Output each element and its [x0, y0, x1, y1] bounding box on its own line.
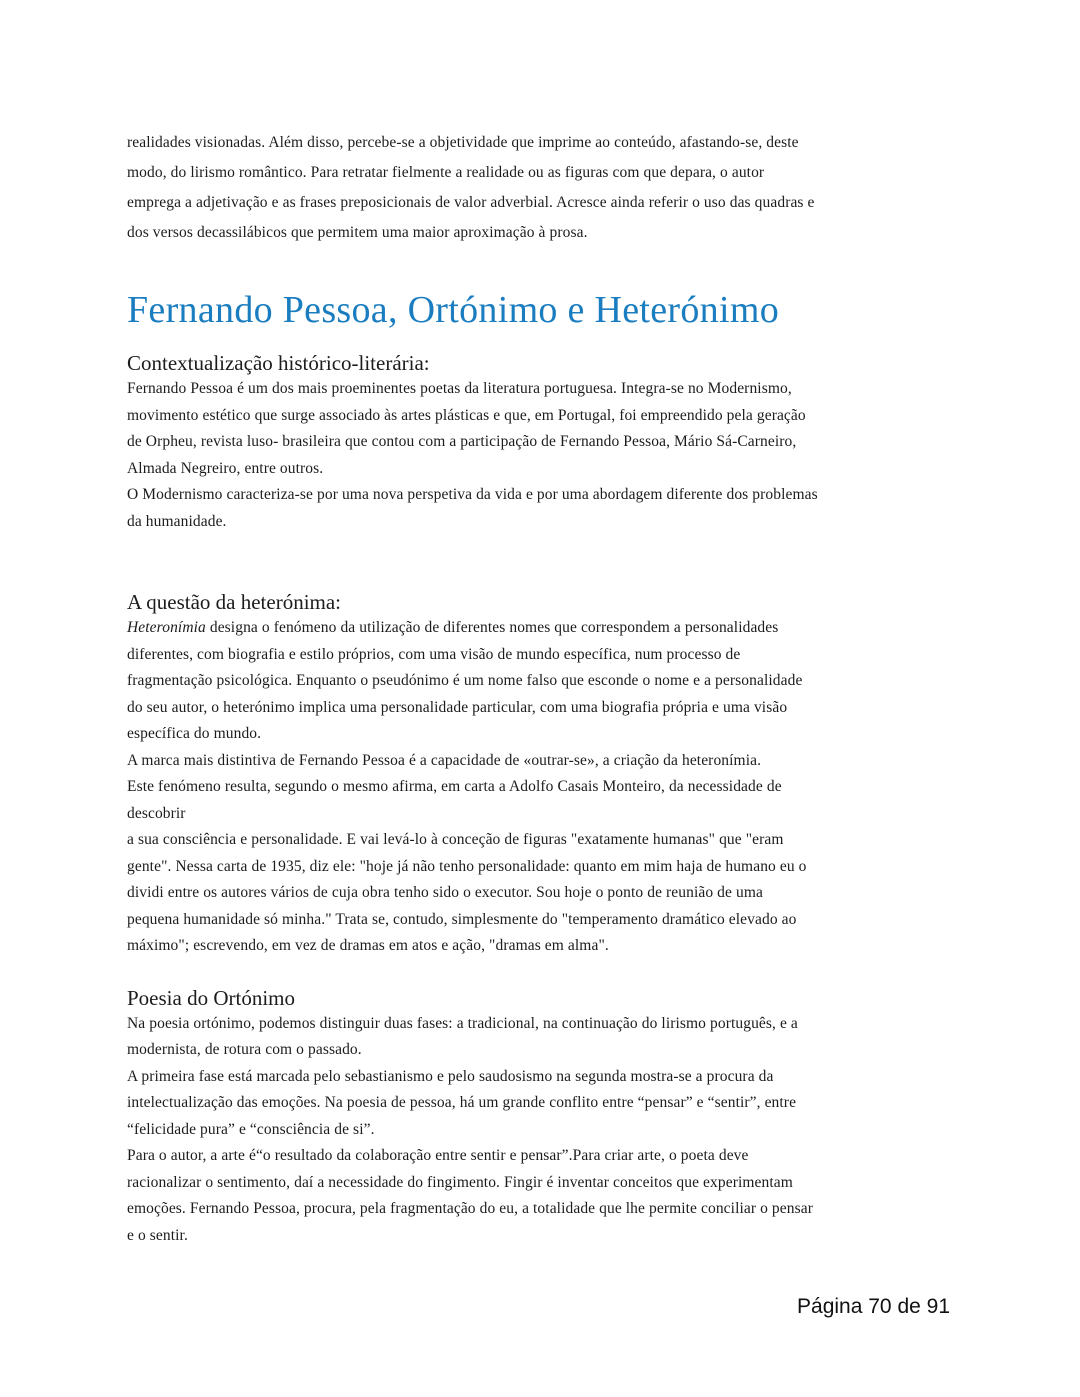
paragraph-line: Para o autor, a arte é“o resultado da colaboração entre sentir e pensar”.Para criar arte, o poeta deve [127, 1147, 749, 1164]
paragraph-line: do seu autor, o heterónimo implica uma personalidade particular, com uma biografia própria e uma visão [127, 698, 788, 716]
paragraph-line-rest: designa o fenómeno da utilização de diferentes nomes que correspondem a personalidades [205, 619, 779, 636]
paragraph-line: modernista, de rotura com o passado. [127, 1041, 362, 1058]
paragraph-line: diferentes, com biografia e estilo próprios, com uma visão de mundo específica, num processo de [127, 645, 741, 663]
paragraph-line: a sua consciência e personalidade. E vai levá-lo à conceção de figuras "exatamente humanas" que "eram [127, 831, 784, 848]
italic-term: Heteronímia [127, 619, 206, 636]
paragraph-line: emoções. Fernando Pessoa, procura, pela fragmentação do eu, a totalidade que lhe permite conciliar o pensar [127, 1200, 813, 1217]
paragraph-line: Almada Negreiro, entre outros. [127, 459, 324, 477]
paragraph-line: A marca mais distintiva de Fernando Pessoa é a capacidade de «outrar-se», a criação da heteronímia. [127, 751, 762, 769]
section-heteronimia [127, 589, 957, 960]
intro-line: modo, do lirismo romântico. Para retratar fielmente a realidade ou as figuras com que depara, o autor [127, 164, 765, 181]
paragraph-line: e o sentir. [127, 1226, 188, 1244]
paragraph-line [127, 615, 957, 642]
section-heading: Poesia do Ortónimo [127, 985, 295, 1010]
paragraph-line: da humanidade. [127, 512, 227, 530]
paragraph-line: Este fenómeno resulta, segundo o mesmo afirma, em carta a Adolfo Casais Monteiro, da necessidade de [127, 778, 782, 795]
section-poesia-ortonimo [127, 985, 957, 1250]
paragraph-line: O Modernismo caracteriza-se por uma nova perspetiva da vida e por uma abordagem diferente dos problemas [127, 486, 818, 503]
paragraph-line: gente". Nessa carta de 1935, diz ele: "hoje já não tenho personalidade: quanto em mim haja de humano eu o [127, 857, 807, 875]
paragraph-line: A primeira fase está marcada pelo sebastianismo e pelo saudosismo na segunda mostra-se a procura da [127, 1067, 774, 1085]
paragraph-line: específica do mundo. [127, 725, 262, 742]
paragraph-line: intelectualização das emoções. Na poesia de pessoa, há um grande conflito entre “pensar” e “sentir”, entre [127, 1094, 797, 1111]
paragraph-line: máximo"; escrevendo, em vez de dramas em atos e ação, "dramas em alma". [127, 937, 609, 954]
paragraph-line: dividi entre os autores vários de cuja obra tenho sido o executor. Sou hoje o ponto de reunião de uma [127, 884, 763, 901]
paragraph-line: Na poesia ortónimo, podemos distinguir duas fases: a tradicional, na continuação do lirismo português, e a [127, 1014, 798, 1032]
intro-line: emprega a adjetivação e as frases preposicionais de valor adverbial. Acresce ainda referir o uso das quadras e [127, 194, 815, 211]
section-heading: Contextualização histórico-literária: [127, 351, 430, 375]
paragraph-line: de Orpheu, revista luso- brasileira que contou com a participação de Fernando Pessoa, Mário Sá-Carneiro, [127, 433, 797, 450]
intro-line: dos versos decassilábicos que permitem uma maior aproximação à prosa. [127, 224, 588, 241]
paragraph-line: movimento estético que surge associado às artes plásticas e que, em Portugal, foi empreendido pela geração [127, 406, 806, 424]
paragraph-line: racionalizar o sentimento, daí a necessidade do fingimento. Fingir é inventar conceitos que experimentam [127, 1173, 793, 1191]
section-title: Fernando Pessoa, Ortónimo e Heterónimo [127, 289, 780, 331]
section-heading: A questão da heterónima: [127, 590, 342, 614]
paragraph-line: Fernando Pessoa é um dos mais proeminentes poetas da literatura portuguesa. Integra-se no Modernismo, [127, 380, 792, 397]
paragraph-line: “felicidade pura” e “consciência de si”. [127, 1120, 375, 1138]
paragraph-line: pequena humanidade só minha." Trata se, contudo, simplesmente do "temperamento dramático elevado ao [127, 910, 797, 928]
intro-paragraph [127, 128, 957, 248]
paragraph-line: descobrir [127, 804, 186, 822]
document-page [127, 128, 957, 1249]
paragraph-line: fragmentação psicológica. Enquanto o pseudónimo é um nome falso que esconde o nome e a personalidade [127, 672, 803, 689]
section-context [127, 350, 957, 535]
page-number: Página 70 de 91 [797, 1295, 950, 1318]
intro-line: realidades visionadas. Além disso, percebe-se a objetividade que imprime ao conteúdo, afastando-se, deste [127, 134, 799, 151]
